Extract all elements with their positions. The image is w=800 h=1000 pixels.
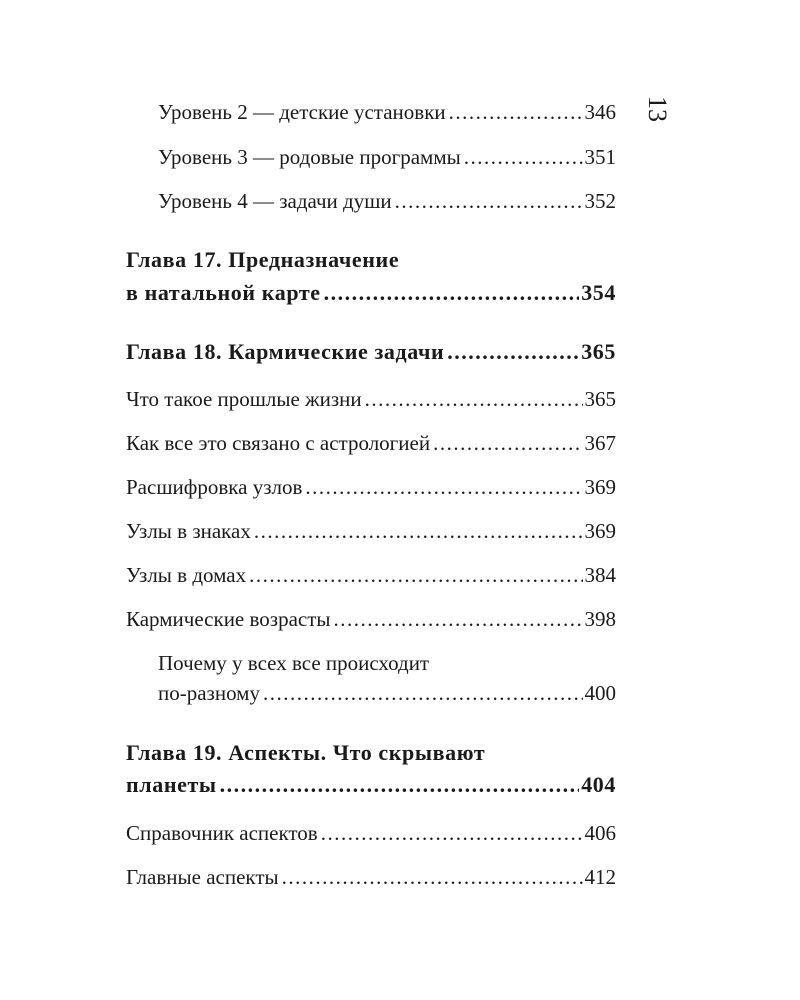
dot-leader [464, 145, 583, 170]
dot-leader [324, 280, 580, 306]
toc-entry-title: Уровень 4 — задачи души [158, 189, 392, 213]
dot-leader [282, 865, 583, 890]
dot-leader [305, 475, 582, 500]
dot-leader [447, 339, 579, 365]
toc-chapter[interactable] [126, 772, 616, 798]
toc-entry-title: Справочник аспектов [126, 821, 318, 845]
toc-entry[interactable] [158, 189, 616, 214]
toc-entry-page: 365 [581, 339, 616, 364]
toc-entry[interactable] [158, 100, 616, 125]
toc-chapter[interactable] [126, 280, 616, 306]
toc-entry-title: Расшифровка узлов [126, 475, 303, 499]
dot-leader [220, 772, 580, 798]
dot-leader [365, 387, 583, 412]
toc-entry[interactable] [158, 681, 616, 706]
toc-entry-title: Как все это связано с астрологией [126, 431, 431, 455]
toc-entry[interactable] [126, 431, 616, 456]
toc-entry-page: 400 [584, 681, 616, 705]
toc-entry-title: Узлы в знаках [126, 519, 251, 543]
dot-leader [449, 100, 583, 125]
toc-entry-page: 412 [584, 865, 616, 889]
page-number: 13 [643, 96, 672, 122]
toc-entry[interactable] [158, 145, 616, 170]
dot-leader [249, 563, 582, 588]
dot-leader [321, 821, 583, 846]
toc-entry-page: 406 [584, 821, 616, 845]
toc-entry-title: по-разному [158, 681, 260, 705]
toc-entry[interactable] [126, 563, 616, 588]
toc-entry[interactable] [126, 821, 616, 846]
toc-entry-page: 352 [584, 189, 616, 213]
toc-entry-page: 369 [584, 475, 616, 499]
toc-entry[interactable] [126, 607, 616, 632]
toc-entry-page: 367 [584, 431, 616, 455]
dot-leader [433, 431, 582, 456]
dot-leader [263, 681, 583, 706]
toc-entry[interactable] [126, 475, 616, 500]
toc-entry-page: 365 [584, 387, 616, 411]
dot-leader [334, 607, 583, 632]
toc-entry-title: планеты [126, 772, 217, 797]
chapter-title: Глава 17. Предназначение [126, 247, 400, 272]
toc-entry-title: Уровень 3 — родовые программы [158, 145, 461, 169]
toc-entry[interactable] [126, 387, 616, 412]
toc-entry-page: 404 [581, 772, 616, 797]
toc-entry-title: Кармические возрасты [126, 607, 331, 631]
toc-entry[interactable] [126, 865, 616, 890]
toc-entry-title-line: Почему у всех все происходит [158, 651, 430, 675]
toc-chapter[interactable] [126, 339, 616, 365]
dot-leader [254, 519, 583, 544]
toc-entry-page: 384 [584, 563, 616, 587]
toc-entry[interactable] [126, 519, 616, 544]
toc-entry-title: Главные аспекты [126, 865, 279, 889]
toc-entry-title: Узлы в домах [126, 563, 247, 587]
toc-entry-title: в натальной карте [126, 280, 321, 305]
toc-entry-page: 398 [584, 607, 616, 631]
toc-entry-title: Уровень 2 — детские установки [158, 100, 446, 124]
toc-entry-title: Глава 18. Кармические задачи [126, 339, 445, 364]
toc-entry-page: 369 [584, 519, 616, 543]
toc-entry-page: 354 [581, 280, 616, 305]
toc-entry-title: Что такое прошлые жизни [126, 387, 362, 411]
toc-entry-page: 351 [584, 145, 616, 169]
toc-entry-page: 346 [584, 100, 616, 124]
chapter-title: Глава 19. Аспекты. Что скрывают [126, 740, 486, 765]
dot-leader [395, 189, 583, 214]
